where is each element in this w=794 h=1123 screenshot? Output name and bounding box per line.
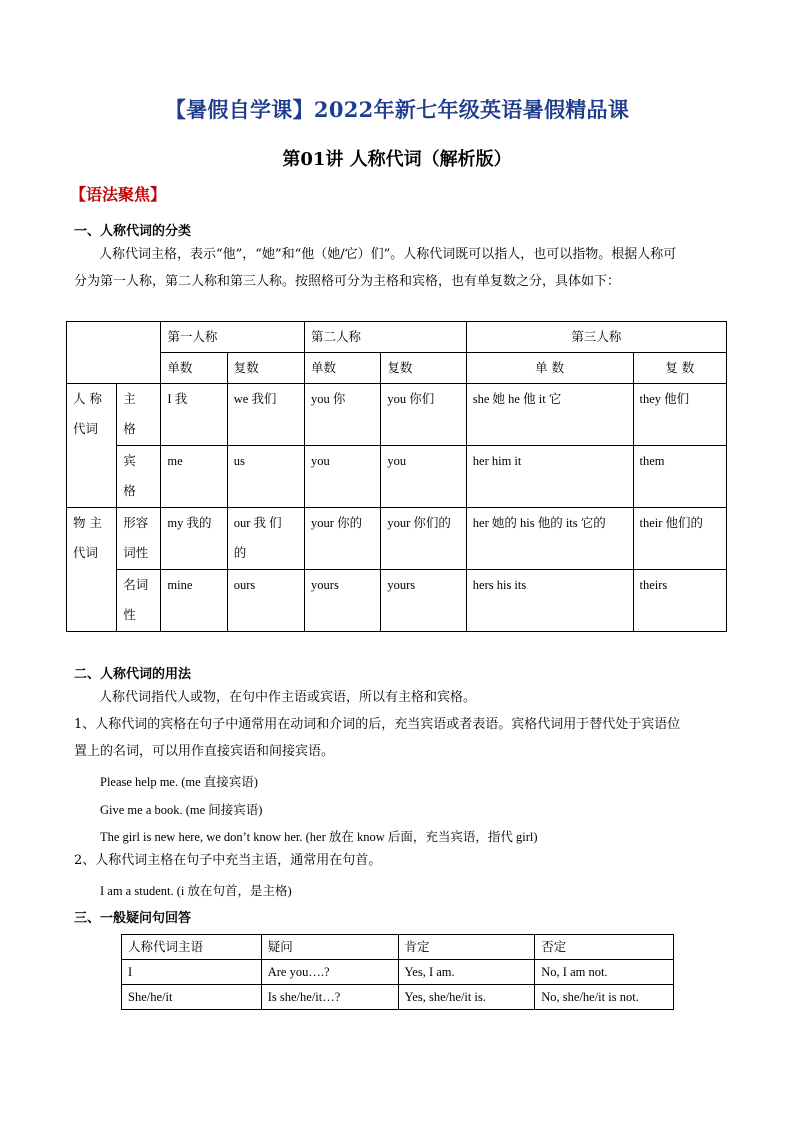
- header-plural: 复数: [227, 353, 304, 384]
- header-singular-third: 单 数: [466, 353, 633, 384]
- example-sentence: The girl is new here, we don’t know her. (her 放在 know 后面，充当宾语，指代 girl): [100, 830, 538, 844]
- section1-heading: 一、人称代词的分类: [74, 224, 192, 239]
- table-cell: Yes, I am.: [398, 960, 535, 985]
- table-row: [67, 353, 727, 384]
- table-cell: ours: [227, 570, 304, 632]
- header-plural: 复数: [381, 353, 466, 384]
- table-cell: mine: [161, 570, 227, 632]
- table-cell: me: [161, 446, 227, 508]
- table-cell: yours: [381, 570, 466, 632]
- table-header-cell: 否定: [535, 935, 674, 960]
- example-sentence: Please help me. (me 直接宾语): [100, 775, 258, 789]
- table-row: [122, 985, 674, 1010]
- header-first-person: 第一人称: [161, 322, 305, 353]
- grammar-focus-label: 【语法聚焦】: [70, 185, 167, 204]
- table-cell: Yes, she/he/it is.: [398, 985, 535, 1010]
- noun-form-label: 名词 性: [117, 570, 161, 632]
- table-cell: I 我: [161, 384, 227, 446]
- table-cell: theirs: [633, 570, 726, 632]
- table-corner-cell: [67, 322, 161, 384]
- table-cell: us: [227, 446, 304, 508]
- table-header-cell: 肯定: [398, 935, 535, 960]
- table-cell: yours: [305, 570, 381, 632]
- table-cell: you 你: [305, 384, 381, 446]
- rule1-line2: 置上的名词，可以用作直接宾语和间接宾语。: [74, 744, 335, 759]
- header-singular: 单数: [161, 353, 227, 384]
- section3-heading: 三、一般疑问句回答: [74, 911, 192, 926]
- table-cell: they 他们: [633, 384, 726, 446]
- personal-pronoun-label: 人 称 代词: [67, 384, 117, 508]
- table-cell: your 你的: [305, 508, 381, 570]
- table-cell: Is she/he/it…?: [261, 985, 398, 1010]
- table-header-cell: 疑问: [261, 935, 398, 960]
- question-answer-table: [121, 934, 674, 1010]
- object-case-label: 宾 格: [117, 446, 161, 508]
- table-cell: No, she/he/it is not.: [535, 985, 674, 1010]
- table-cell: her 她的 his 他的 its 它的: [466, 508, 633, 570]
- table-cell: Are you….?: [261, 960, 398, 985]
- header-third-person: 第三人称: [466, 322, 726, 353]
- section1-para-line1: 人称代词主格，表示“他”，“她”和“他（她/它）们”。人称代词既可以指人，也可以指物。根据人称可: [99, 247, 677, 262]
- table-cell: she 她 he 他 it 它: [466, 384, 633, 446]
- header-second-person: 第二人称: [305, 322, 467, 353]
- table-row: [67, 384, 727, 446]
- section2-para: 人称代词指代人或物，在句中作主语或宾语，所以有主格和宾格。: [99, 690, 477, 705]
- section2-heading: 二、人称代词的用法: [74, 667, 192, 682]
- table-cell: your 你们的: [381, 508, 466, 570]
- table-header-row: [122, 935, 674, 960]
- example-sentence: I am a student. (i 放在句首，是主格): [100, 884, 292, 898]
- table-cell: you: [305, 446, 381, 508]
- table-cell: we 我们: [227, 384, 304, 446]
- table-cell: you 你们: [381, 384, 466, 446]
- table-cell: you: [381, 446, 466, 508]
- possessive-pronoun-label: 物 主 代词: [67, 508, 117, 632]
- table-cell: She/he/it: [122, 985, 262, 1010]
- adjective-form-label: 形容 词性: [117, 508, 161, 570]
- page-title: 【暑假自学课】2022年新七年级英语暑假精品课: [164, 97, 630, 122]
- table-cell: their 他们的: [633, 508, 726, 570]
- pronoun-table: [66, 321, 727, 632]
- table-row: [67, 322, 727, 353]
- rule2: 2、人称代词主格在句子中充当主语，通常用在句首。: [74, 853, 382, 868]
- example-sentence: Give me a book. (me 间接宾语): [100, 803, 263, 817]
- table-row: [122, 960, 674, 985]
- table-row: [67, 446, 727, 508]
- subject-case-label: 主 格: [117, 384, 161, 446]
- table-cell: our 我 们 的: [227, 508, 304, 570]
- table-header-cell: 人称代词主语: [122, 935, 262, 960]
- table-cell: hers his its: [466, 570, 633, 632]
- lesson-subtitle: 第01讲 人称代词（解析版）: [282, 149, 512, 170]
- header-plural-third: 复 数: [633, 353, 726, 384]
- table-row: [67, 570, 727, 632]
- table-cell: my 我的: [161, 508, 227, 570]
- section1-para-line2: 分为第一人称，第二人称和第三人称。按照格可分为主格和宾格，也有单复数之分，具体如下：: [74, 274, 621, 289]
- table-row: [67, 508, 727, 570]
- table-cell: I: [122, 960, 262, 985]
- table-cell: her him it: [466, 446, 633, 508]
- table-cell: them: [633, 446, 726, 508]
- header-singular: 单数: [305, 353, 381, 384]
- rule1-line1: 1、人称代词的宾格在句子中通常用在动词和介词的后，充当宾语或者表语。宾格代词用于替代处于宾语位: [74, 717, 681, 732]
- table-cell: No, I am not.: [535, 960, 674, 985]
